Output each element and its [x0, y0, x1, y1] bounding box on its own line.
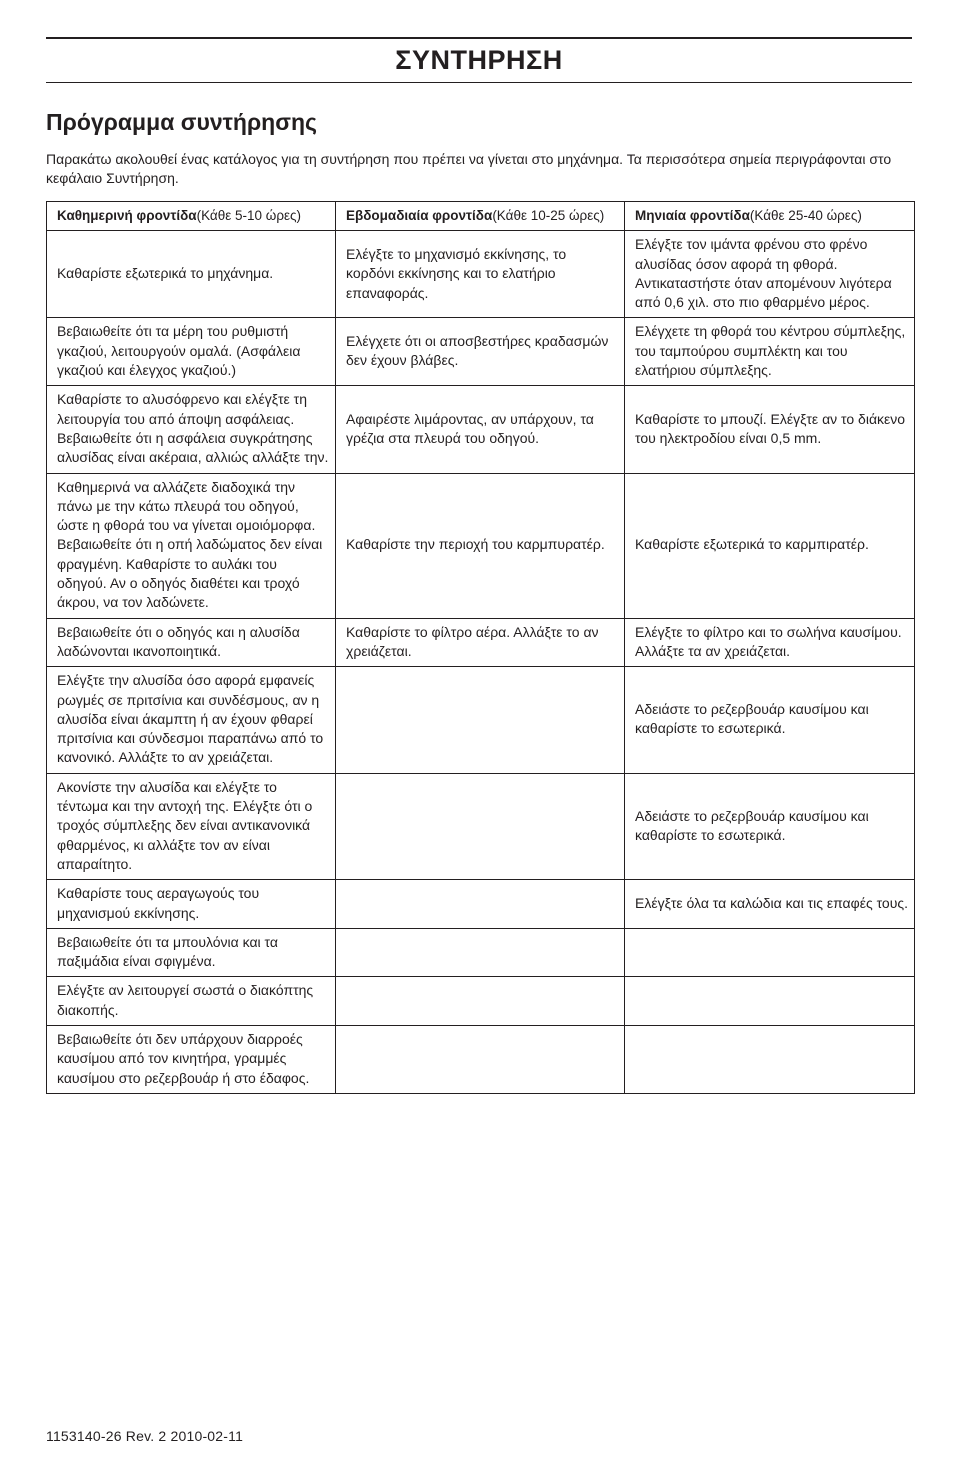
- monthly-task: [625, 977, 915, 1026]
- daily-task: Ακονίστε την αλυσίδα και ελέγξτε το τέντωμα και την αντοχή της. Ελέγξτε ότι ο τροχός σύμπλεξης δεν είναι αντικανονικά φθαρμένος, κι αλλάξτε τον αν είναι απαραίτητο.: [47, 773, 336, 879]
- weekly-task: Καθαρίστε την περιοχή του καρμπυρατέρ.: [336, 473, 625, 618]
- weekly-task: [336, 977, 625, 1026]
- table-row: [47, 231, 915, 318]
- monthly-task: [625, 928, 915, 977]
- weekly-task: [336, 928, 625, 977]
- table-row: [47, 618, 915, 667]
- daily-task: Βεβαιωθείτε ότι δεν υπάρχουν διαρροές καυσίμου από τον κινητήρα, γραμμές καυσίμου στο ρεζερβουάρ ή στο έδαφος.: [47, 1025, 336, 1093]
- header-weekly-label: Εβδομαδιαία φροντίδα: [346, 208, 493, 223]
- weekly-task: Ελέγχετε ότι οι αποσβεστήρες κραδασμών δεν έχουν βλάβες.: [336, 318, 625, 386]
- daily-task: Βεβαιωθείτε ότι τα μέρη του ρυθμιστή γκαζιού, λειτουργούν ομαλά. (Ασφάλεια γκαζιού και έλεγχος γκαζιού.): [47, 318, 336, 386]
- daily-task: Καθαρίστε εξωτερικά το μηχάνημα.: [47, 231, 336, 318]
- daily-task: Βεβαιωθείτε ότι τα μπουλόνια και τα παξιμάδια είναι σφιγμένα.: [47, 928, 336, 977]
- monthly-task: Ελέγξτε το φίλτρο και το σωλήνα καυσίμου. Αλλάξτε τα αν χρειάζεται.: [625, 618, 915, 667]
- table-row: [47, 977, 915, 1026]
- monthly-task: Αδειάστε το ρεζερβουάρ καυσίμου και καθαρίστε το εσωτερικά.: [625, 667, 915, 773]
- weekly-task: [336, 773, 625, 879]
- weekly-task: Ελέγξτε το μηχανισμό εκκίνησης, το κορδόνι εκκίνησης και το ελατήριο επαναφοράς.: [336, 231, 625, 318]
- table-row: [47, 667, 915, 773]
- header-daily: [47, 202, 336, 231]
- section-title: Πρόγραμμα συντήρησης: [46, 109, 317, 135]
- document-footer-id: 1153140-26 Rev. 2 2010-02-11: [46, 1428, 244, 1444]
- monthly-task: Αδειάστε το ρεζερβουάρ καυσίμου και καθαρίστε το εσωτερικά.: [625, 773, 915, 879]
- intro-paragraph: Παρακάτω ακολουθεί ένας κατάλογος για τη συντήρηση που πρέπει να γίνεται στο μηχάνημα. Τα περισσότερα σημεία περιγράφονται στο κεφάλαιο Συντήρηση.: [46, 151, 892, 186]
- daily-task: Καθαρίστε τους αεραγωγούς του μηχανισμού εκκίνησης.: [47, 880, 336, 929]
- table-row: [47, 928, 915, 977]
- weekly-task: Αφαιρέστε λιμάροντας, αν υπάρχουν, τα γρέζια στα πλευρά του οδηγού.: [336, 386, 625, 473]
- monthly-task: Καθαρίστε το μπουζί. Ελέγξτε αν το διάκενο του ηλεκτροδίου είναι 0,5 mm.: [625, 386, 915, 473]
- monthly-task: [625, 1025, 915, 1093]
- weekly-task: [336, 667, 625, 773]
- header-weekly-interval: (Κάθε 10-25 ώρες): [492, 208, 605, 223]
- daily-task: Καθαρίστε το αλυσόφρενο και ελέγξτε τη λειτουργία του από άποψη ασφάλειας. Βεβαιωθείτε ότι η ασφάλεια συγκράτησης αλυσίδας είναι ακέραια, αλλιώς αλλάξτε την.: [47, 386, 336, 473]
- monthly-task: Ελέγξτε τον ιμάντα φρένου στο φρένο αλυσίδας όσον αφορά τη φθορά. Αντικαταστήστε όταν απομένουν λιγότερα από 0,6 χιλ. στο πιο φθαρμένο μέρος.: [625, 231, 915, 318]
- daily-task: Ελέγξτε την αλυσίδα όσο αφορά εμφανείς ρωγμές σε πριτσίνια και συνδέσμους, αν η αλυσίδα είναι άκαμπτη ή αν έχουν φθαρεί πριτσίνια και σύνδεσμοι παραπάνω από το κανονικό. Αλλάξτε το αν χρειάζεται.: [47, 667, 336, 773]
- chapter-title: ΣΥΝΤΗΡΗΣΗ: [395, 45, 563, 75]
- daily-task: Βεβαιωθείτε ότι ο οδηγός και η αλυσίδα λαδώνονται ικανοποιητικά.: [47, 618, 336, 667]
- header-daily-label: Καθημερινή φροντίδα: [57, 208, 197, 223]
- table-row: [47, 473, 915, 618]
- weekly-task: [336, 1025, 625, 1093]
- maintenance-schedule-table: [46, 201, 915, 1094]
- monthly-task: Ελέγξτε όλα τα καλώδια και τις επαφές τους.: [625, 880, 915, 929]
- table-row: [47, 880, 915, 929]
- table-row: [47, 1025, 915, 1093]
- monthly-task: Καθαρίστε εξωτερικά το καρμπιρατέρ.: [625, 473, 915, 618]
- header-monthly-label: Μηνιαία φροντίδα: [635, 208, 750, 223]
- table-row: [47, 386, 915, 473]
- weekly-task: [336, 880, 625, 929]
- header-rule-bottom: [46, 82, 912, 83]
- monthly-task: Ελέγχετε τη φθορά του κέντρου σύμπλεξης, του ταμπούρου συμπλέκτη και του ελατήριου σύμπλεξης.: [625, 318, 915, 386]
- weekly-task: Καθαρίστε το φίλτρο αέρα. Αλλάξτε το αν χρειάζεται.: [336, 618, 625, 667]
- header-weekly: [336, 202, 625, 231]
- daily-task: Ελέγξτε αν λειτουργεί σωστά ο διακόπτης διακοπής.: [47, 977, 336, 1026]
- table-row: [47, 773, 915, 879]
- header-monthly-interval: (Κάθε 25-40 ώρες): [749, 208, 862, 223]
- daily-task: Καθημερινά να αλλάζετε διαδοχικά την πάνω με την κάτω πλευρά του οδηγού, ώστε η φθορά του να γίνεται ομοιόμορφα. Βεβαιωθείτε ότι η οπή λαδώματος δεν είναι φραγμένη. Καθαρίστε το αυλάκι του οδηγού. Αν ο οδηγός διαθέτει και τροχό άκρου, να τον λαδώνετε.: [47, 473, 336, 618]
- header-monthly: [625, 202, 915, 231]
- table-row: [47, 318, 915, 386]
- table-header-row: [47, 202, 915, 231]
- header-rule-top: [46, 37, 912, 39]
- header-daily-interval: (Κάθε 5-10 ώρες): [196, 208, 302, 223]
